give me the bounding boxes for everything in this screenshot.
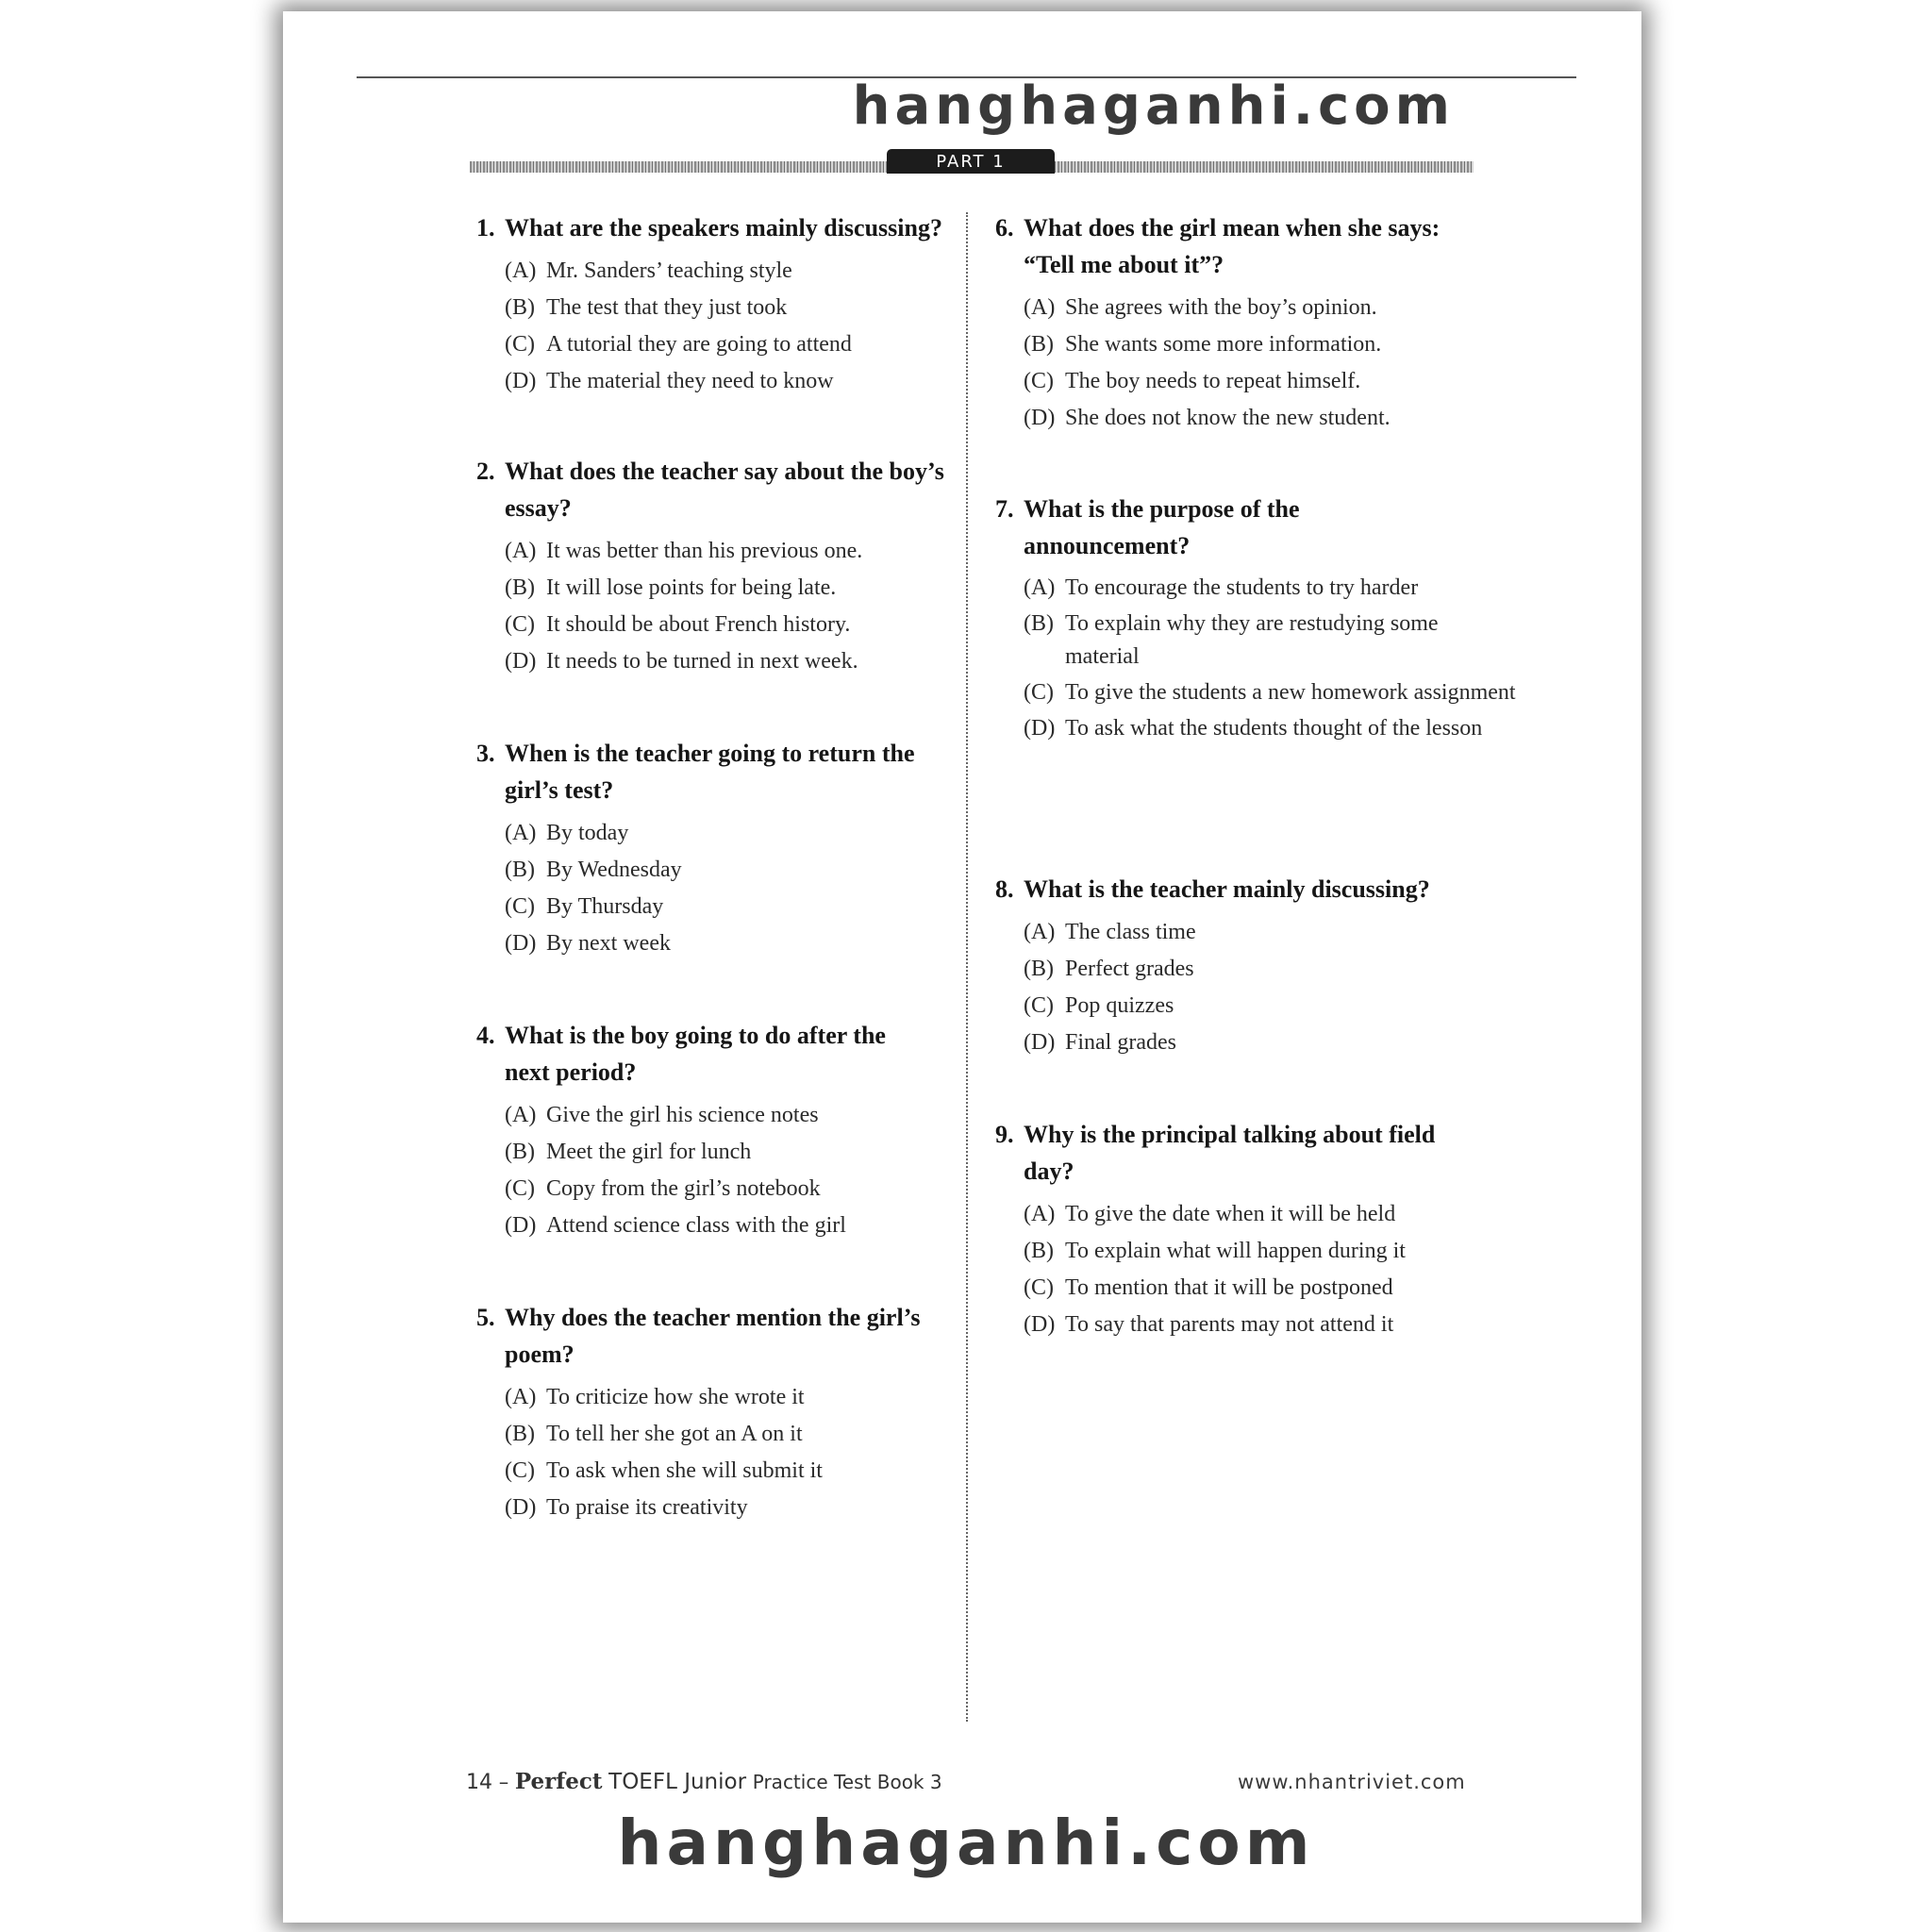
book-title: TOEFL Junior — [608, 1770, 747, 1794]
option-list — [1024, 291, 1467, 435]
question-3 — [476, 735, 967, 963]
question-9 — [995, 1116, 1457, 1344]
option-d: (D) To ask what the students thought of the lesson — [1024, 716, 1483, 741]
question-stem — [995, 491, 1391, 564]
option-a: (A) Give the girl his science notes — [505, 1103, 819, 1127]
publisher-website: www.nhantriviet.com — [1238, 1771, 1466, 1793]
option-d: (D) Attend science class with the girl — [505, 1213, 846, 1238]
option-c: (C) To give the students a new homework assignment — [1024, 680, 1516, 705]
option-b: (B) To explain why they are restudying some material — [1024, 611, 1439, 669]
option-d: (D) It needs to be turned in next week. — [505, 649, 858, 674]
option-list — [1024, 915, 1467, 1059]
question-text: What does the girl mean when she says: “Tell me about it”? — [1024, 214, 1441, 278]
option-list — [1024, 1197, 1514, 1341]
question-4 — [476, 1017, 929, 1245]
option-c: (C) Copy from the girl’s notebook — [505, 1176, 821, 1201]
option-c: (C) The boy needs to repeat himself. — [1024, 369, 1361, 393]
page-number: 14 — [466, 1771, 492, 1794]
option-d: (D) To praise its creativity — [505, 1495, 748, 1520]
question-1 — [476, 209, 986, 401]
option-a: (A) The class time — [1024, 920, 1196, 944]
question-stem — [995, 871, 1467, 908]
option-list — [1024, 572, 1516, 745]
option-b: (B) Meet the girl for lunch — [505, 1140, 752, 1164]
question-text: Why does the teacher mention the girl’s poem? — [505, 1304, 921, 1368]
option-b: (B) To tell her she got an A on it — [505, 1422, 803, 1446]
option-c: (C) To mention that it will be postponed — [1024, 1275, 1393, 1300]
option-b: (B) It will lose points for being late. — [505, 575, 837, 600]
part-label: PART 1 — [887, 149, 1055, 174]
question-6 — [995, 209, 1467, 438]
question-number: 7. — [995, 495, 1014, 523]
question-number: 6. — [995, 214, 1014, 242]
option-b: (B) By Wednesday — [505, 858, 682, 882]
option-d: (D) To say that parents may not attend it — [1024, 1312, 1394, 1337]
option-list — [505, 816, 967, 960]
question-text: What does the teacher say about the boy’s essay? — [505, 458, 944, 522]
question-number: 2. — [476, 458, 495, 485]
question-number: 5. — [476, 1304, 495, 1331]
question-text: What is the boy going to do after the next period? — [505, 1022, 886, 1086]
question-2 — [476, 453, 967, 681]
option-b: (B) She wants some more information. — [1024, 332, 1382, 357]
option-a: (A) To give the date when it will be held — [1024, 1202, 1396, 1226]
option-b: (B) The test that they just took — [505, 295, 788, 320]
question-number: 3. — [476, 740, 495, 767]
option-a: (A) By today — [505, 821, 629, 845]
option-list — [505, 534, 967, 678]
question-8 — [995, 871, 1467, 1062]
question-stem — [995, 209, 1467, 283]
option-b: (B) Perfect grades — [1024, 957, 1194, 981]
question-5 — [476, 1299, 948, 1527]
option-a: (A) It was better than his previous one. — [505, 539, 863, 563]
option-c: (C) By Thursday — [505, 894, 664, 919]
option-c: (C) A tutorial they are going to attend — [505, 332, 852, 357]
option-b: (B) To explain what will happen during it — [1024, 1239, 1406, 1263]
option-c: (C) To ask when she will submit it — [505, 1458, 823, 1483]
footer-separator: – — [498, 1771, 509, 1793]
question-stem — [995, 1116, 1457, 1190]
page-footer-book — [466, 1769, 942, 1794]
book-brand: Perfect — [514, 1769, 603, 1794]
option-a: (A) Mr. Sanders’ teaching style — [505, 258, 792, 283]
option-a: (A) To encourage the students to try harder — [1024, 575, 1419, 600]
question-text: What is the teacher mainly discussing? — [1024, 875, 1430, 903]
option-d: (D) The material they need to know — [505, 369, 834, 393]
option-list — [505, 254, 986, 398]
question-number: 1. — [476, 214, 495, 242]
question-text: When is the teacher going to return the girl’s test? — [505, 740, 915, 804]
column-divider — [966, 212, 968, 1722]
question-text: What is the purpose of the announcement? — [1024, 495, 1300, 559]
option-d: (D) By next week — [505, 931, 671, 956]
question-7 — [995, 491, 1516, 748]
watermark-top: hanghaganhi.com — [852, 75, 1455, 137]
question-stem — [476, 209, 986, 246]
option-list — [505, 1380, 948, 1524]
question-stem — [476, 735, 967, 808]
option-d: (D) Final grades — [1024, 1030, 1176, 1055]
option-a: (A) To criticize how she wrote it — [505, 1385, 805, 1409]
watermark-bottom: hanghaganhi.com — [617, 1807, 1315, 1879]
question-number: 8. — [995, 875, 1014, 903]
question-number: 4. — [476, 1022, 495, 1049]
question-stem — [476, 453, 967, 526]
book-subtitle: Practice Test Book 3 — [752, 1771, 942, 1793]
question-text: Why is the principal talking about field day? — [1024, 1121, 1436, 1185]
question-text: What are the speakers mainly discussing? — [505, 214, 942, 242]
question-stem — [476, 1017, 929, 1091]
option-a: (A) She agrees with the boy’s opinion. — [1024, 295, 1377, 320]
option-c: (C) Pop quizzes — [1024, 993, 1174, 1018]
question-stem — [476, 1299, 948, 1373]
question-number: 9. — [995, 1121, 1014, 1148]
option-c: (C) It should be about French history. — [505, 612, 851, 637]
option-list — [505, 1098, 929, 1242]
option-d: (D) She does not know the new student. — [1024, 406, 1391, 430]
